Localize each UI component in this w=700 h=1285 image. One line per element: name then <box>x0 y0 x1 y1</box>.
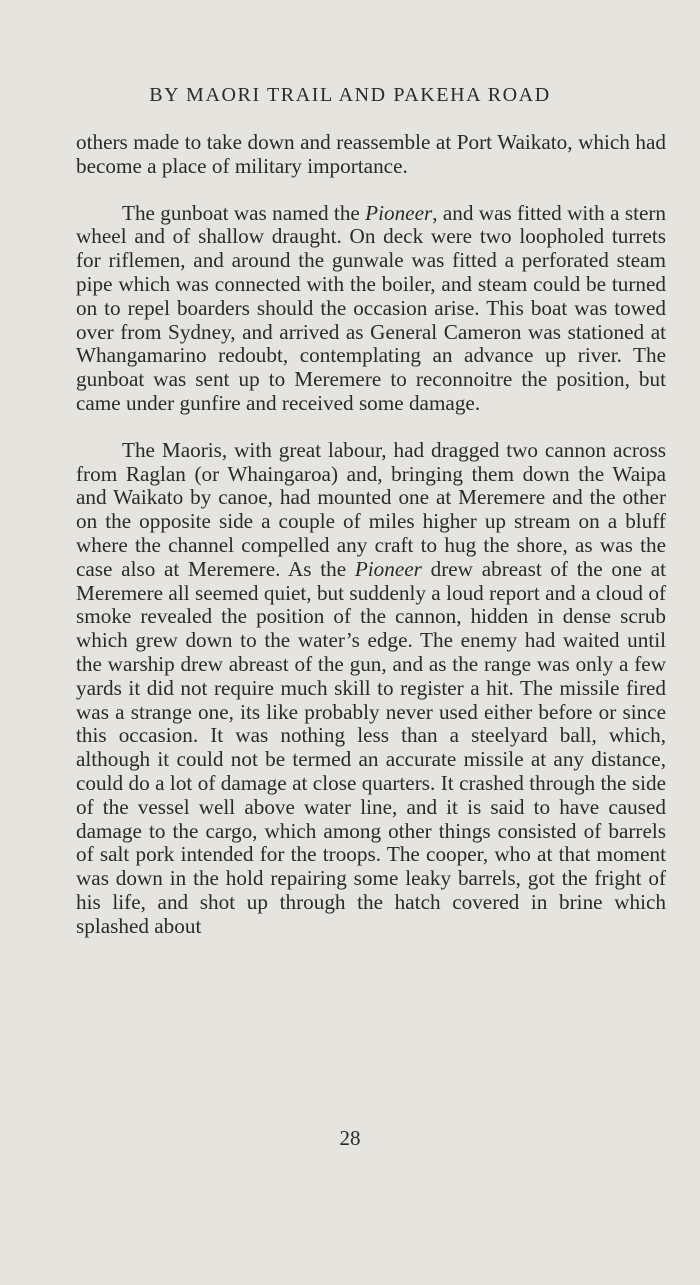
body-text <box>76 131 666 939</box>
paragraph-2-text-a: The gunboat was named the <box>122 200 366 225</box>
ship-name-italic: Pioneer <box>354 556 422 581</box>
page-number: 28 <box>339 1126 361 1150</box>
ship-name-italic: Pioneer <box>365 200 433 225</box>
running-head: BY MAORI TRAIL AND PAKEHA ROAD <box>149 84 551 106</box>
paragraph-2-text-b: , and was fitted with a stern wheel and of shallow draught. On deck were two loopholed turrets for riflemen, and around the gunwale was fitted a perforated steam pipe which was connected with the boiler, and steam could be turned on to repel boarders should the occasion arise. This boat was towed over from Sydney, and arrived as General Cameron was stationed at Whangamarino redoubt, contemplating an advance up river. The gunboat was sent up to Meremere to reconnoitre the position, but came under gunfire and received some damage. <box>76 200 667 415</box>
paragraph-1 <box>76 131 666 179</box>
paragraph-2 <box>76 202 666 416</box>
paragraph-3-text-b: drew abreast of the one at Meremere all seemed quiet, but suddenly a loud report and a cloud of smoke revealed the position of the cannon, hidden in dense scrub which grew down to the water’s edge. The enemy had waited until the warship drew abreast of the gun, and as the range was only a few yards it did not require much skill to register a hit. The missile fired was a strange one, its like probably never used either before or since this occasion. It was nothing less than a steelyard ball, which, although it could not be termed an accurate missile at any distance, could do a lot of damage at close quarters. It crashed through the side of the vessel well above water line, and it is said to have caused damage to the cargo, which among other things consisted of barrels of salt pork intended for the troops. The cooper, who at that moment was down in the hold repairing some leaky barrels, got the fright of his life, and shot up through the hatch covered in brine which splashed about <box>76 556 667 938</box>
paragraph-3-text-a: The Maoris, with great labour, had dragged two cannon across from Raglan (or Whaingaroa) and, bringing them down the Waipa and Waikato by canoe, had mounted one at Meremere and the other on the opposite side a couple of miles higher up stream on a bluff where the channel compelled any craft to hug the shore, as was the case also at Meremere. As the <box>76 437 666 581</box>
paragraph-3 <box>76 439 666 939</box>
paragraph-1-text: others made to take down and reassemble at Port Waikato, which had become a place of military importance. <box>76 130 666 178</box>
